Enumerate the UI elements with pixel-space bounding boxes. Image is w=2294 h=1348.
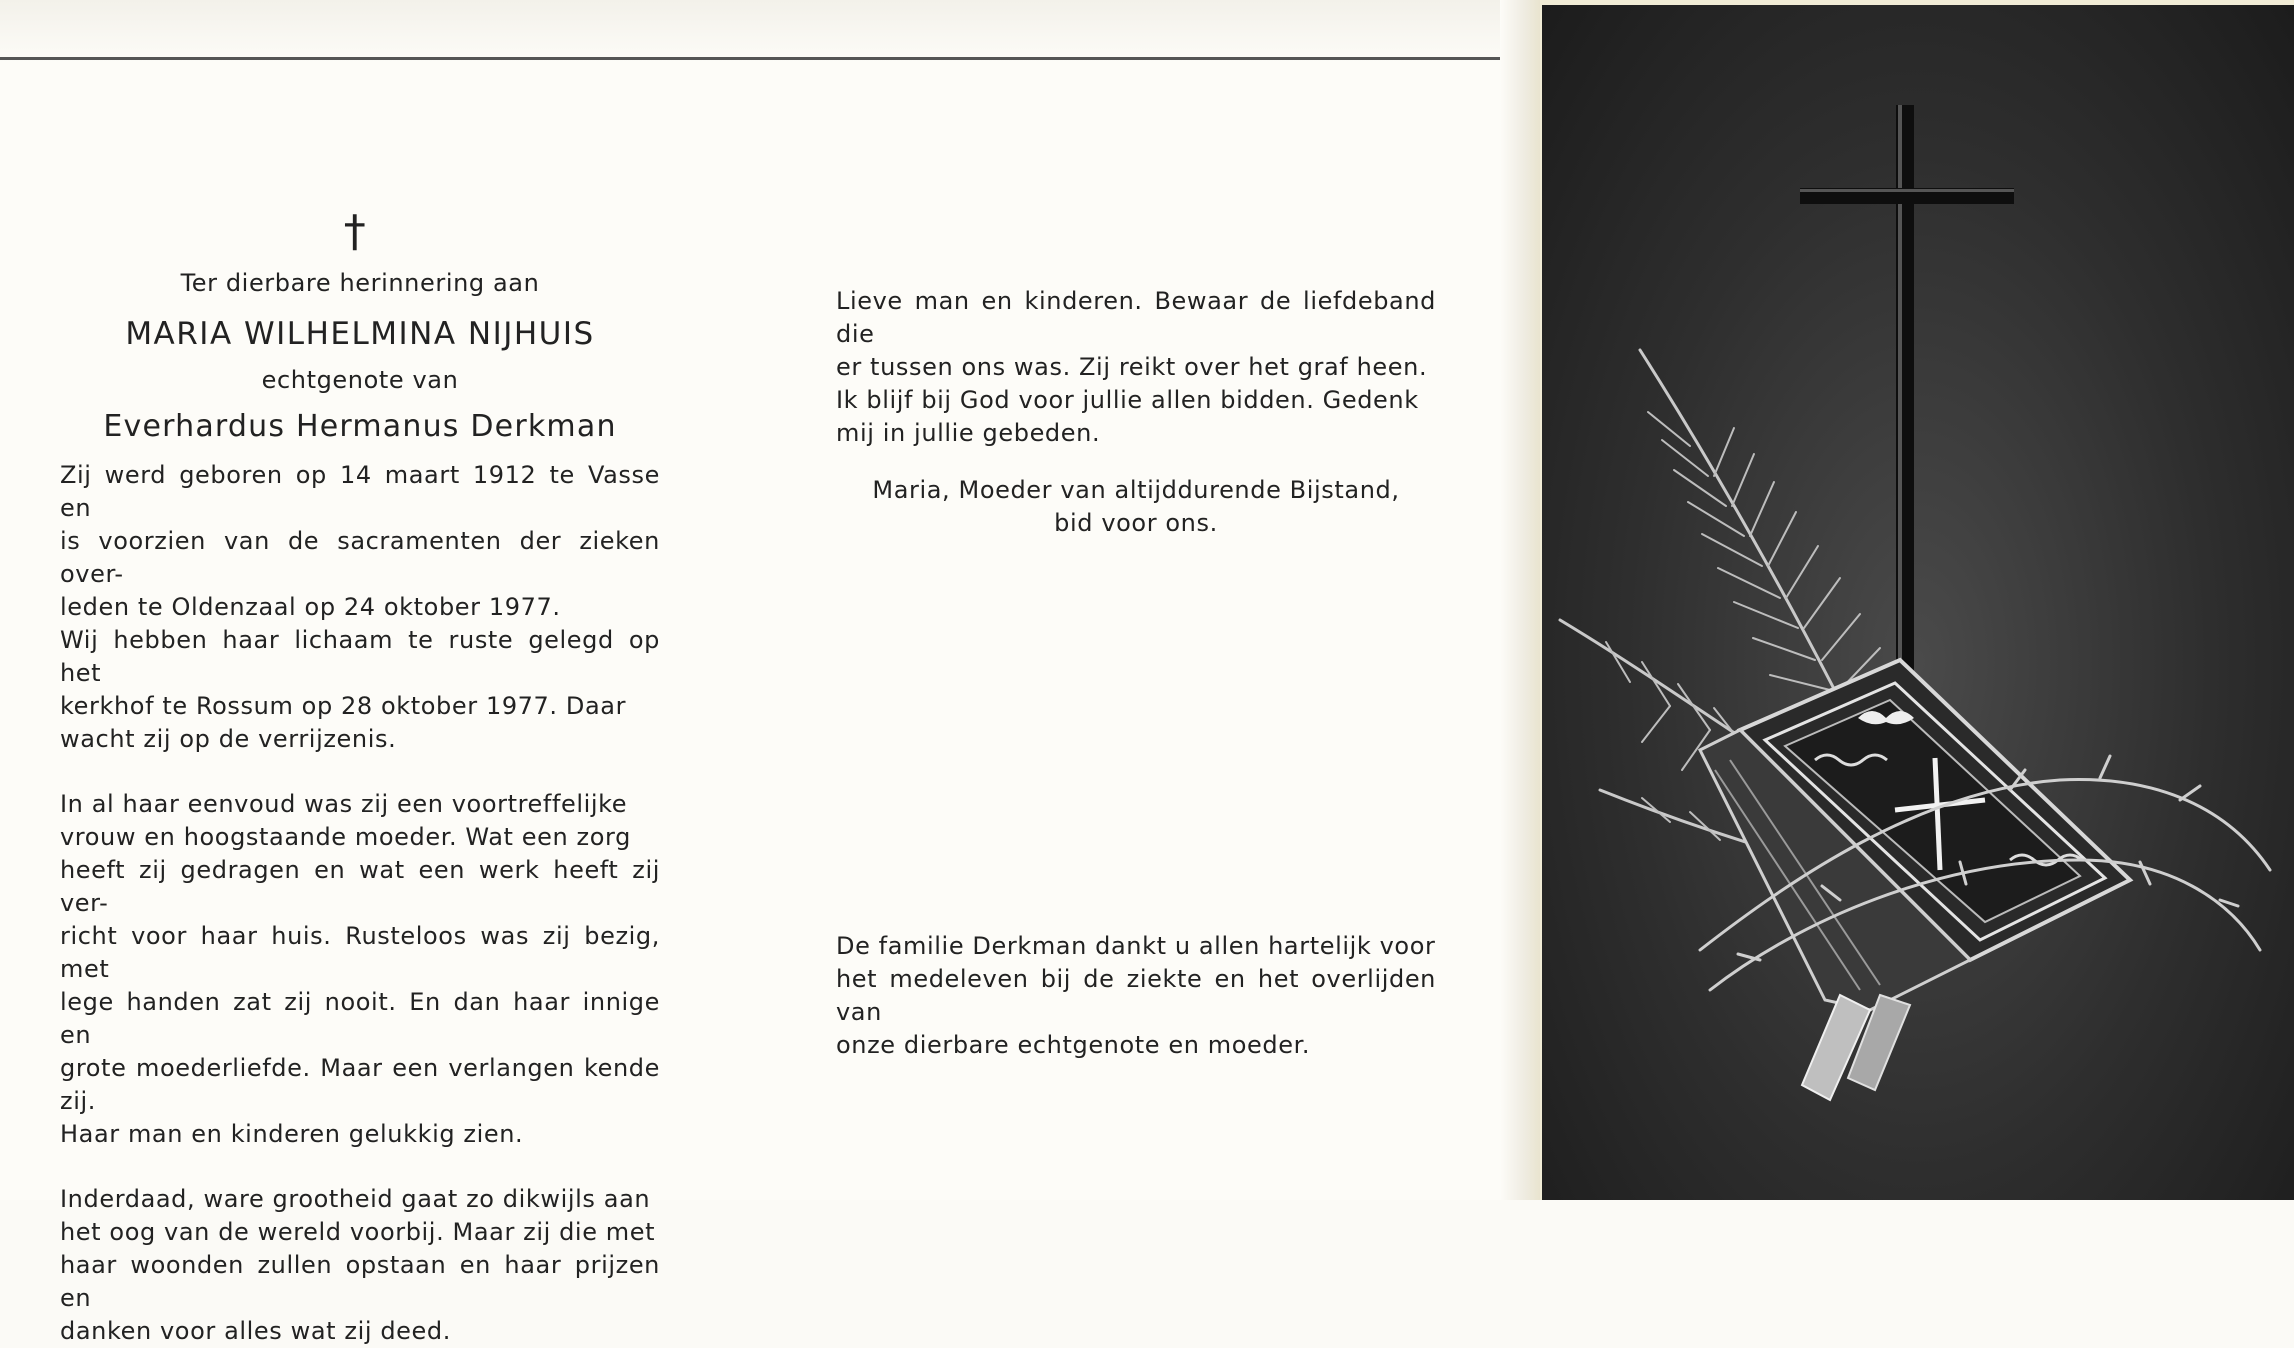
thanks-note	[836, 930, 1436, 1062]
text-line: vrouw en hoogstaande moeder. Wat een zorg	[60, 823, 631, 851]
right-column	[836, 285, 1436, 540]
text-line: onze dierbare echtgenote en moeder.	[836, 1031, 1311, 1059]
left-column	[60, 205, 660, 1348]
message-to-family	[836, 285, 1436, 450]
relation-text: echtgenote van	[261, 366, 459, 394]
text-line: Wij hebben haar lichaam te ruste gelegd op het	[60, 626, 660, 687]
text-line: grote moederliefde. Maar een verlangen kende zij.	[60, 1054, 660, 1115]
bible-icon	[1700, 660, 2130, 1100]
text-line: Lieve man en kinderen. Bewaar de liefdeband die	[836, 287, 1436, 348]
text-line: Zij werd geboren op 14 maart 1912 te Vasse en	[60, 461, 660, 522]
paragraph-life	[60, 459, 660, 756]
paper-top-edge	[0, 0, 1540, 64]
text-line: haar woonden zullen opstaan en haar prijzen en	[60, 1251, 660, 1312]
text-line: er tussen ons was. Zij reikt over het graf heen.	[836, 353, 1428, 381]
text-line: De familie Derkman dankt u allen hartelijk voor	[836, 932, 1436, 960]
deceased-name: MARIA WILHELMINA NIJHUIS	[125, 316, 595, 352]
text-line: wacht zij op de verrijzenis.	[60, 725, 397, 753]
illustration-panel	[1540, 0, 2294, 1200]
text-line: is voorzien van de sacramenten der zieken over-	[60, 527, 660, 588]
text-line: richt voor haar huis. Rusteloos was zij bezig, met	[60, 922, 660, 983]
text-line: Inderdaad, ware grootheid gaat zo dikwijls aan	[60, 1185, 651, 1213]
spouse-name: Everhardus Hermanus Derkman	[103, 409, 617, 444]
text-line: het oog van de wereld voorbij. Maar zij die met	[60, 1218, 656, 1246]
spacer	[60, 756, 660, 788]
text-line: danken voor alles wat zij deed.	[60, 1317, 451, 1345]
paragraph-greatness	[60, 1183, 660, 1348]
text-line: Haar man en kinderen gelukkig zien.	[60, 1120, 524, 1148]
paragraph-character	[60, 788, 660, 1151]
top-rule	[0, 57, 1520, 60]
paper-fold	[1500, 0, 1540, 1200]
text-line: bid voor ons.	[1054, 509, 1218, 537]
cross-symbol: †	[343, 206, 367, 257]
prayer	[836, 474, 1436, 540]
text-line: In al haar eenvoud was zij een voortreffelijke	[60, 790, 628, 818]
text-line: mij in jullie gebeden.	[836, 419, 1101, 447]
text-line: kerkhof te Rossum op 28 oktober 1977. Daar	[60, 692, 627, 720]
text-line: heeft zij gedragen en wat een werk heeft zij ver-	[60, 856, 660, 917]
text-line: lege handen zat zij nooit. En dan haar innige en	[60, 988, 660, 1049]
text-line: Maria, Moeder van altijddurende Bijstand,	[872, 476, 1400, 504]
cross-bible-illustration	[1540, 0, 2294, 1200]
text-line: Ik blijf bij God voor jullie allen bidden. Gedenk	[836, 386, 1419, 414]
intro-text: Ter dierbare herinnering aan	[180, 269, 540, 297]
text-line: leden te Oldenzaal op 24 oktober 1977.	[60, 593, 561, 621]
spacer	[836, 450, 1436, 474]
text-line: het medeleven bij de ziekte en het overlijden van	[836, 965, 1436, 1026]
spacer	[60, 1151, 660, 1183]
